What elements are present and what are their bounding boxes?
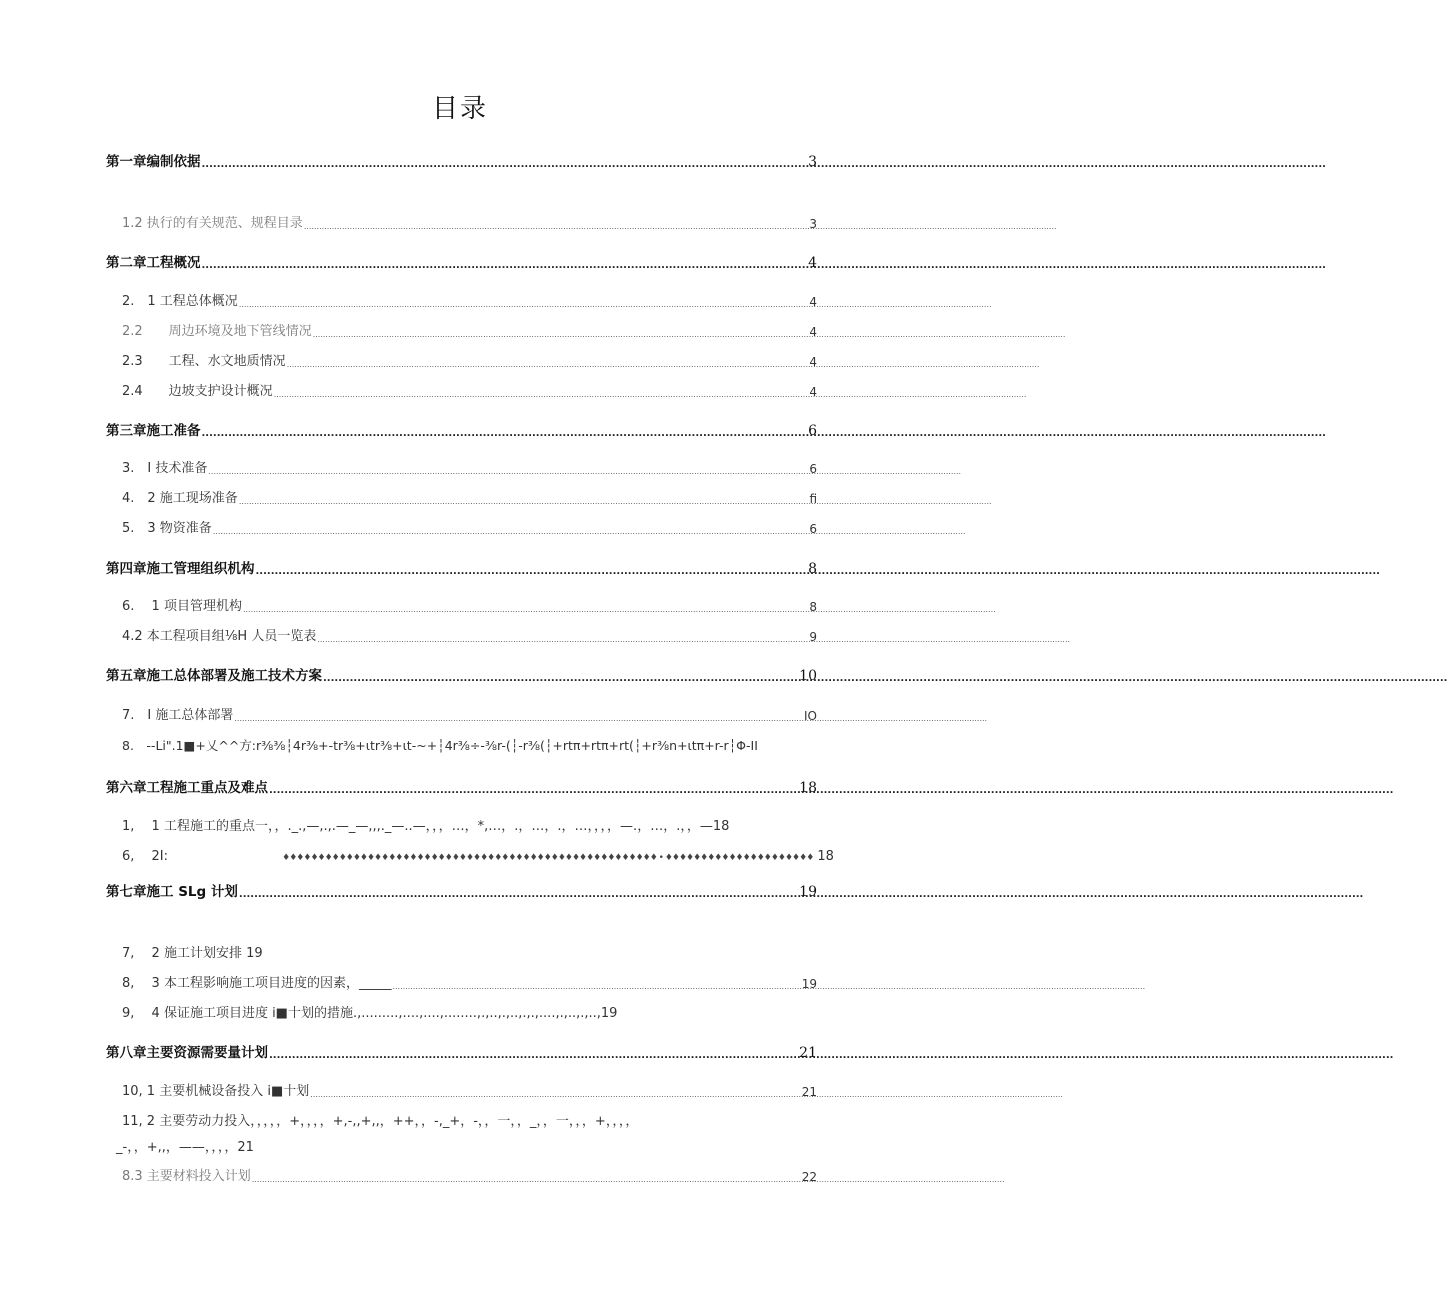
toc-section-2-4[interactable] (122, 380, 817, 399)
toc-section-6-2-garbled[interactable] (122, 845, 834, 864)
toc-section-5-2-garbled[interactable]: 8. --Li".1■+乂^^方:r⅜⅜┆4r⅜+-tr⅜+ιtr⅜+ιt-~+┆4r⅜÷-⅜r-(┆-r⅜(┆+rtπ+rtπ+rt(┆+r⅜n+ιtπ+r-r┆Φ-II (122, 738, 758, 753)
dot-leader (208, 460, 808, 476)
toc-title: 目录 (431, 94, 488, 124)
toc-chapter-4[interactable] (106, 557, 817, 577)
toc-label: 3. I 技术准备 (122, 461, 208, 476)
toc-section-5-1[interactable] (122, 704, 817, 723)
toc-chapter-6[interactable] (106, 776, 817, 796)
toc-page-number: 3 (808, 154, 817, 170)
toc-label: 8, 3 本工程影响施工项目进度的因素，_____ (122, 976, 392, 991)
toc-page-number: IO (804, 709, 817, 723)
toc-section-7-2-garbled[interactable]: 7, 2 施工计划安排 19 (122, 946, 263, 961)
dot-leader (269, 780, 798, 796)
toc-page-number: 3 (809, 217, 817, 231)
toc-label: 第三章施工准备 (106, 423, 201, 439)
toc-label: 第五章施工总体部署及施工技术方案 (106, 668, 322, 684)
toc-page-number: fi (809, 492, 817, 506)
toc-section-1-2[interactable] (122, 212, 817, 231)
toc-page-number: 4 (809, 385, 817, 399)
toc-page-number: 8 (808, 561, 817, 577)
toc-page-number: 19 (799, 884, 817, 900)
toc-label: 2. 1 工程总体概况 (122, 294, 238, 309)
dot-leader (239, 490, 809, 506)
toc-section-8-1[interactable] (122, 1080, 817, 1099)
toc-page-number: 4 (808, 255, 817, 271)
toc-section-8-2-garbled-line1[interactable]: 11, 2 主要劳动力投入，，，，，+，，，，+,-,,+,,，++，，-,_+，-，，一，，_，，一，，，+，，，， (122, 1114, 639, 1129)
toc-page-number: 21 (801, 1085, 817, 1099)
toc-chapter-8[interactable] (106, 1041, 817, 1061)
dot-leader (392, 975, 800, 991)
toc-page-number: 19 (801, 977, 817, 991)
toc-label: 第四章施工管理组织机构 (106, 561, 255, 577)
dot-leader (287, 353, 809, 369)
dot-leader (234, 707, 803, 723)
dot-leader (202, 423, 808, 439)
dot-leader (313, 323, 809, 339)
toc-section-2-2[interactable] (122, 320, 817, 339)
toc-label: 第二章工程概况 (106, 255, 201, 271)
toc-section-3-1[interactable] (122, 457, 817, 476)
toc-chapter-1[interactable] (106, 150, 817, 170)
toc-section-4-2[interactable] (122, 625, 817, 644)
toc-section-8-3[interactable] (122, 1165, 817, 1184)
toc-page-number: 9 (809, 630, 817, 644)
dot-leader (317, 628, 808, 644)
dot-leader (243, 598, 808, 614)
dot-leader (304, 215, 809, 231)
toc-label: 10, 1 主要机械设备投入 i■十划 (122, 1084, 310, 1099)
toc-section-2-3[interactable] (122, 350, 817, 369)
toc-label: 5. 3 物资准备 (122, 521, 212, 536)
toc-page-number: 4 (809, 325, 817, 339)
toc-page-number: 6 (809, 462, 817, 476)
toc-label: 第一章编制依据 (106, 154, 201, 170)
toc-page-number: 21 (799, 1045, 817, 1061)
dot-leader (310, 1083, 800, 1099)
dot-leader (269, 1045, 798, 1061)
toc-label: 7. I 施工总体部署 (122, 708, 234, 723)
toc-page-number: 6 (809, 522, 817, 536)
toc-label: 第八章主要资源需要量计划 (106, 1045, 268, 1061)
toc-section-3-3[interactable] (122, 517, 817, 536)
dot-leader (202, 154, 808, 170)
dot-leader (239, 884, 798, 900)
toc-chapter-7[interactable] (106, 880, 817, 900)
toc-page-number: 22 (801, 1170, 817, 1184)
toc-label: 1.2 执行的有关规范、规程目录 (122, 216, 303, 231)
toc-section-2-1[interactable] (122, 290, 817, 309)
toc-chapter-3[interactable] (106, 419, 817, 439)
toc-section-7-3[interactable] (122, 972, 817, 991)
toc-section-4-1[interactable] (122, 595, 817, 614)
dot-leader (323, 668, 798, 684)
dot-leader (239, 293, 809, 309)
toc-label: 2.3 工程、水文地质情况 (122, 354, 286, 369)
dot-leader (256, 561, 808, 577)
toc-chapter-2[interactable] (106, 251, 817, 271)
toc-section-3-2[interactable] (122, 487, 817, 506)
toc-page-number: 6 (808, 423, 817, 439)
toc-page-number: 4 (809, 355, 817, 369)
toc-section-6-1-garbled[interactable]: 1, 1 工程施工的重点一，，._.,—,.,.—_—,,,._—..—，，，…，*,…，.，…，.，…，，，，—.，…，.，，—18 (122, 819, 730, 834)
toc-page-number: 18 (817, 849, 834, 864)
dot-leader (274, 383, 809, 399)
toc-label: 8.3 主要材料投入计划 (122, 1169, 251, 1184)
toc-page-number: 18 (799, 780, 817, 796)
toc-chapter-5[interactable] (106, 664, 817, 684)
toc-page-number: 4 (809, 295, 817, 309)
toc-page-number: 10 (799, 668, 817, 684)
dot-leader (213, 520, 809, 536)
toc-label: 第六章工程施工重点及难点 (106, 780, 268, 796)
toc-section-7-4-garbled[interactable]: 9, 4 保证施工项目进度 i■十划的措施.,.........,....,....,........,.,..,.,..,.,.,....,.,..,.,..,19 (122, 1006, 618, 1021)
toc-label: 2.4 边坡支护设计概况 (122, 384, 273, 399)
toc-label: 6. 1 项目管理机构 (122, 599, 242, 614)
toc-label: 2.2 周边环境及地下管线情况 (122, 324, 312, 339)
dot-leader (252, 1168, 801, 1184)
toc-label: 4.2 本工程项目组⅛H 人员一览表 (122, 629, 317, 644)
dot-leader (202, 255, 808, 271)
toc-page-number: 8 (809, 600, 817, 614)
toc-section-8-2-garbled-line2: _-，，+,,，——，，，，21 (116, 1140, 254, 1155)
diamond-fill: ♦♦♦♦♦♦♦♦♦♦♦♦♦♦♦♦♦♦♦♦♦♦♦♦♦♦♦♦♦♦♦♦♦♦♦♦♦♦♦♦♦♦♦♦♦♦♦♦♦♦♦♦♦ • ♦♦♦♦♦♦♦♦♦♦♦♦♦♦♦♦♦♦♦♦♦ (282, 853, 814, 863)
toc-label: 第七章施工 SLg 计划 (106, 884, 238, 900)
toc-label: 6, 2I: (122, 849, 169, 864)
toc-label: 4. 2 施工现场准备 (122, 491, 238, 506)
